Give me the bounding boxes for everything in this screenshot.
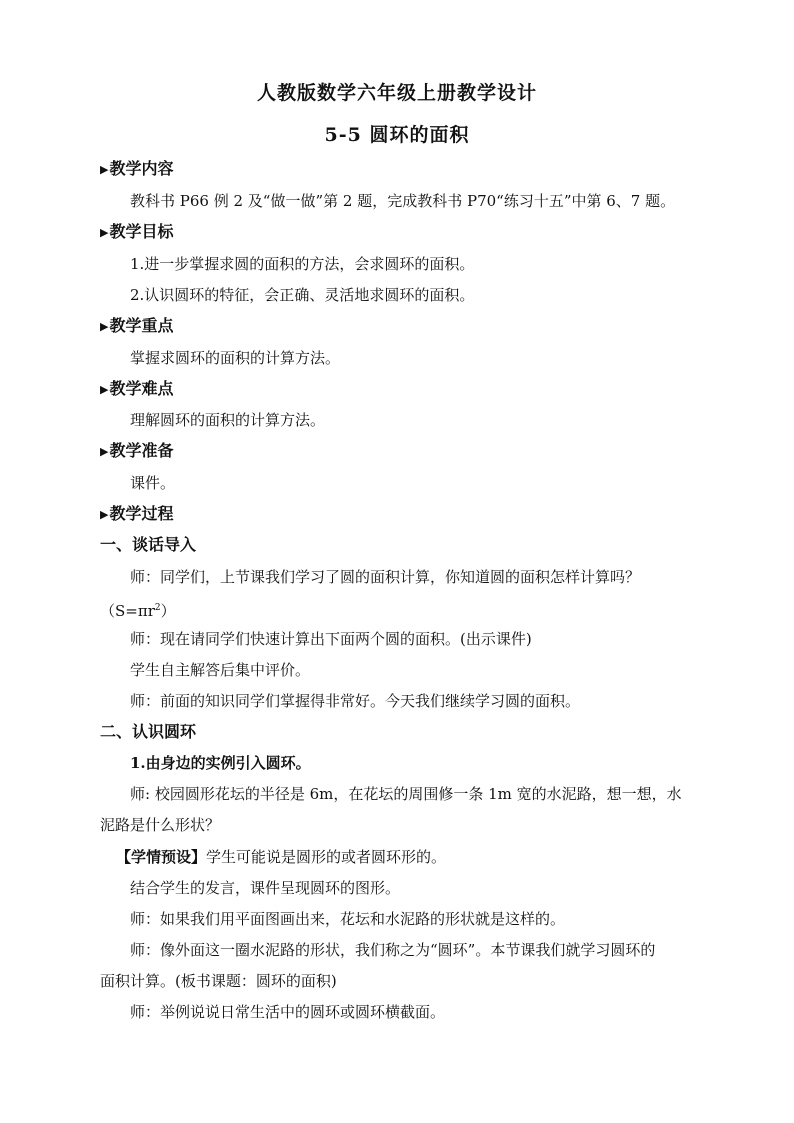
formula-line: $(S=\pi r^2)$ xyxy=(100,602,176,620)
heading-content: ▶教学内容 xyxy=(100,159,174,178)
paragraph-continued: 面积计算。(板书课题：圆环的面积) xyxy=(100,972,337,990)
part1-title: 一、谈话导入 xyxy=(100,535,197,554)
paragraph: 师：现在请同学们快速计算出下面两个圆的面积。(出示课件) xyxy=(130,630,532,648)
difficulties-text: 理解圆环的面积的计算方法。 xyxy=(130,411,326,429)
heading-difficulties: ▶教学难点 xyxy=(100,379,174,398)
lesson-title: 5-5 圆环的面积 xyxy=(324,124,470,146)
arrow-marker-icon: ▶ xyxy=(100,226,109,239)
paragraph: 师：举例说说日常生活中的圆环或圆环横截面。 xyxy=(130,1003,446,1021)
goal-item: 1.进一步掌握求圆的面积的方法，会求圆环的面积。 xyxy=(130,255,475,273)
document-title: 人教版数学六年级上册教学设计 xyxy=(256,82,537,104)
subsection-title: 1.由身边的实例引入圆环。 xyxy=(130,754,311,772)
paragraph: 学生自主解答后集中评价。 xyxy=(130,661,311,679)
arrow-marker-icon: ▶ xyxy=(100,383,109,396)
part2-title: 二、认识圆环 xyxy=(100,722,197,741)
arrow-marker-icon: ▶ xyxy=(100,320,109,333)
preset-tag: 【学情预设】 xyxy=(116,848,207,866)
heading-key-points: ▶教学重点 xyxy=(100,316,174,335)
paragraph: 【学情预设】学生可能说是圆形的或者圆环形的。 xyxy=(116,848,447,866)
paragraph: 师：如果我们用平面图画出来，花坛和水泥路的形状就是这样的。 xyxy=(130,910,566,928)
arrow-marker-icon: ▶ xyxy=(100,508,109,521)
arrow-marker-icon: ▶ xyxy=(100,445,109,458)
paragraph-continued: 泥路是什么形状？ xyxy=(100,816,221,834)
paragraph: 师：像外面这一圈水泥路的形状，我们称之为“圆环”。本节课我们就学习圆环的 xyxy=(130,941,656,959)
paragraph: 结合学生的发言，课件呈现圆环的图形。 xyxy=(130,879,401,897)
heading-process: ▶教学过程 xyxy=(100,504,174,523)
heading-preparation: ▶教学准备 xyxy=(100,441,174,460)
paragraph: 师：同学们，上节课我们学习了圆的面积计算，你知道圆的面积怎样计算吗？ xyxy=(130,568,641,586)
heading-goals: ▶教学目标 xyxy=(100,222,174,241)
goal-item: 2.认识圆环的特征，会正确、灵活地求圆环的面积。 xyxy=(130,286,475,304)
key-points-text: 掌握求圆环的面积的计算方法。 xyxy=(130,349,341,367)
preparation-text: 课件。 xyxy=(130,474,176,492)
paragraph: 师：前面的知识同学们掌握得非常好。今天我们继续学习圆的面积。 xyxy=(130,692,581,710)
arrow-marker-icon: ▶ xyxy=(100,163,109,176)
paragraph: 师: 校园圆形花坛的半径是 6m，在花坛的周围修一条 1m 宽的水泥路，想一想，水 xyxy=(130,785,682,803)
content-text: 教科书 P66 例 2 及“做一做”第 2 题，完成教科书 P70“练习十五”中第 6、7 题。 xyxy=(130,192,676,210)
